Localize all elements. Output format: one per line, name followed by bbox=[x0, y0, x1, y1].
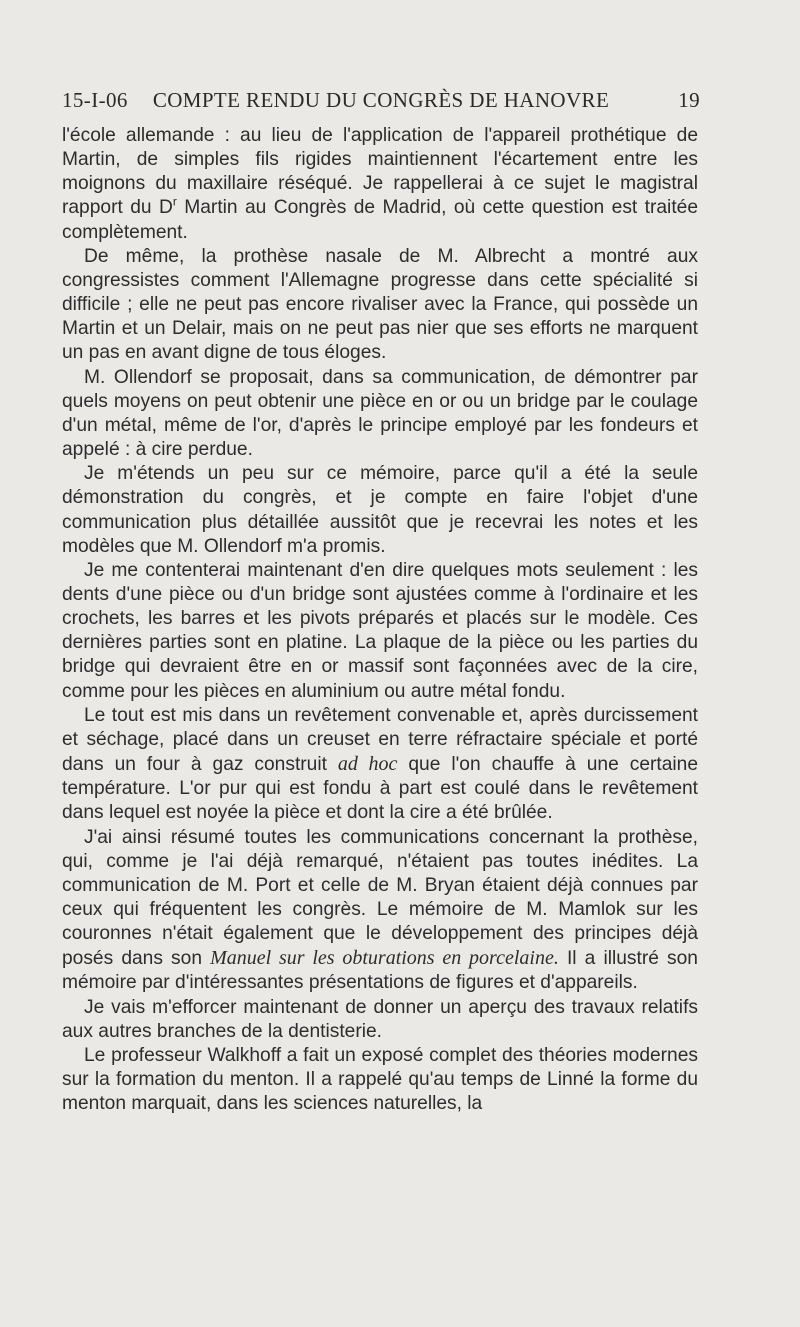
running-header bbox=[62, 88, 700, 118]
paragraph-6 bbox=[62, 704, 698, 826]
text-run: Il a illustré son mémoire par d'intéressantes présentations de figures et d'appareils. bbox=[62, 948, 698, 994]
paragraph-3 bbox=[62, 366, 698, 463]
text-run: Je vais m'efforcer maintenant de donner un aperçu des travaux relatifs aux autres branches de la dentisterie. bbox=[62, 996, 698, 1042]
page-number: 19 bbox=[678, 88, 700, 112]
text-run: M. Ollendorf se proposait, dans sa communication, de démontrer par quels moyens on peut obtenir une pièce en or ou un bridge par le coulage d'un métal, même de l'or, d'après le principe employé par les fondeurs et appelé : à cire perdue. bbox=[62, 366, 698, 461]
paragraph-1 bbox=[62, 124, 698, 245]
body-text bbox=[62, 124, 698, 1116]
paragraph-2 bbox=[62, 245, 698, 366]
text-run: Je m'étends un peu sur ce mémoire, parce qu'il a été la seule démonstration du congrès, et je compte en faire l'objet d'une communication plus détaillée aussitôt que je recevrai les notes et les modèles que M. Ollendorf m'a promis. bbox=[62, 463, 698, 557]
header-date: 15-I-06 bbox=[62, 88, 128, 112]
paragraph-8 bbox=[62, 996, 698, 1044]
text-run: que l'on chauffe à une certaine température. L'or pur qui est fondu à part est coulé dans le revêtement dans lequel est noyée la pièce et dont la cire a été brûlée. bbox=[62, 754, 699, 824]
text-run: Je me contenterai maintenant d'en dire quelques mots seulement : les dents d'une pièce ou d'un bridge sont ajustées comme à l'ordinaire et les crochets, les barres et les pivots préparés et placés sur le modèle. Ces dernières parties sont en platine. La plaque de la pièce ou les parties du bridge qui devraient être en or massif sont façonnées avec de la cire, comme pour les pièces en aluminium ou autre métal fondu. bbox=[62, 559, 698, 702]
paragraph-4 bbox=[62, 462, 698, 559]
superscript: r bbox=[172, 195, 177, 210]
text-run: Martin au Congrès de Madrid, où cette question est traitée complètement. bbox=[62, 197, 698, 243]
text-run: Le professeur Walkhoff a fait un exposé complet des théories modernes sur la formation du menton. Il a rappelé qu'au temps de Linné la forme du menton marquait, dans les sciences naturelles, la bbox=[62, 1044, 698, 1115]
header-title: COMPTE RENDU DU CONGRÈS DE HANOVRE bbox=[152, 88, 610, 112]
paragraph-5 bbox=[62, 559, 698, 704]
text-run: J'ai ainsi résumé toutes les communications concernant la prothèse, qui, comme je l'ai déjà remarqué, n'étaient pas toutes inédites. La communication de M. Port et celle de M. Bryan étaient déjà connues par ceux qui fréquentent les congrès. Le mémoire de M. Mamlok sur les couronnes n'était également que le développement des principes déjà posés dans son bbox=[62, 826, 698, 970]
text-run: De même, la prothèse nasale de M. Albrecht a montré aux congressistes comment l'Allemagne progresse dans cette spécialité si difficile ; elle ne peut pas encore rivaliser avec la France, qui possède un Martin et un Delair, mais on ne peut pas nier que ses efforts ne marquent un pas en avant digne de tous éloges. bbox=[62, 245, 698, 364]
italic-text: Manuel sur les obturations en porcelaine. bbox=[210, 947, 559, 970]
text-run: l'école allemande : au lieu de l'application de l'appareil prothétique de Martin, de simples fils rigides maintiennent l'écartement entre les moignons du maxillaire réséqué. Je rappellerai à ce sujet le magistral rapport du D bbox=[62, 125, 698, 219]
paragraph-9 bbox=[62, 1044, 698, 1116]
paragraph-7 bbox=[62, 826, 698, 996]
italic-text: ad hoc bbox=[337, 753, 398, 776]
text-run: Le tout est mis dans un revêtement convenable et, après durcissement et séchage, placé dans un creuset en terre réfractaire spéciale et porté dans un four à gaz construit bbox=[62, 704, 698, 776]
